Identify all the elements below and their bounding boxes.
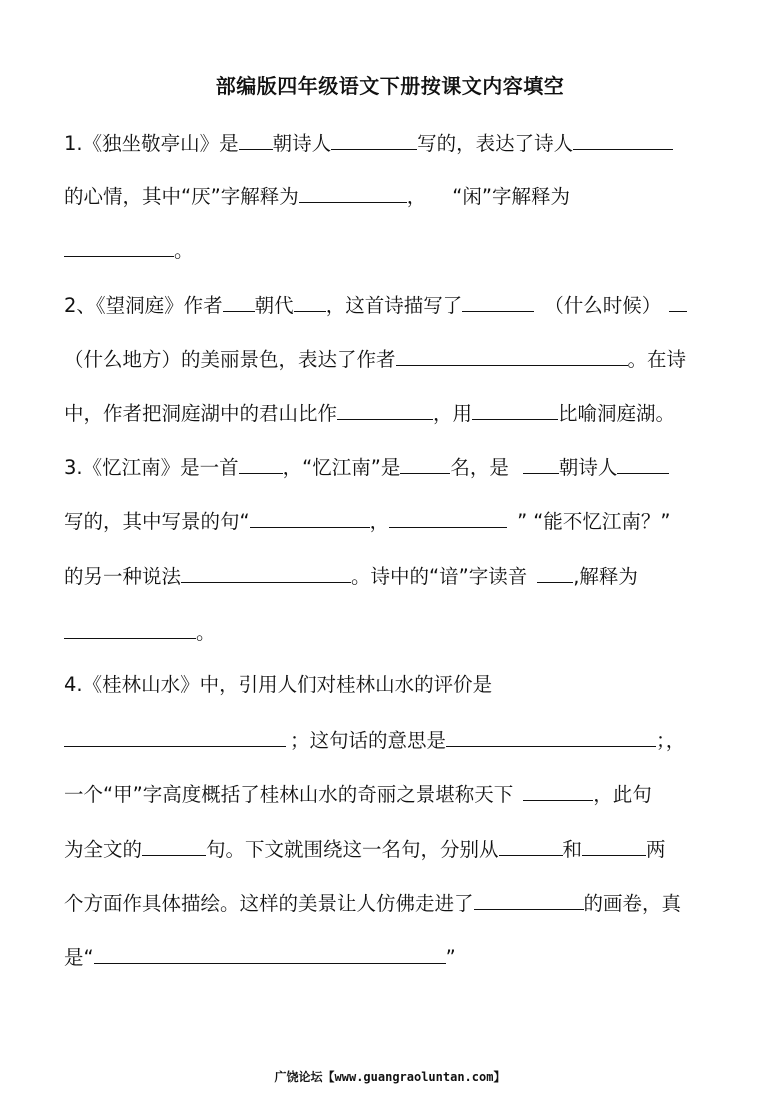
- page-title: 部编版四年级语文下册按课文内容填空: [215, 74, 565, 98]
- q4-text: ，此句: [593, 783, 652, 806]
- q1-text: 写的，表达了诗人: [417, 132, 574, 155]
- q4-text: 是“: [64, 946, 94, 969]
- q3-text: 写的，其中写景的句“: [64, 510, 250, 533]
- q3-text: 的另一种说法: [64, 565, 182, 588]
- answer-blank[interactable]: [142, 833, 206, 856]
- q2-text: （什么地方）的美丽景色，表达了作者: [64, 348, 396, 371]
- q1-text: ，: [406, 185, 427, 208]
- answer-blank[interactable]: [250, 505, 370, 528]
- q4-text: 的画卷，真: [583, 892, 682, 915]
- q4-line-6: [64, 941, 456, 971]
- answer-blank[interactable]: [472, 397, 558, 420]
- q2-line-1: [64, 289, 687, 319]
- q1-text: “闲”字解释为: [452, 185, 570, 208]
- answer-blank[interactable]: [617, 451, 669, 474]
- answer-blank[interactable]: [331, 127, 417, 150]
- q1-text: 的心情，其中“厌”字解释为: [64, 185, 299, 208]
- answer-blank[interactable]: [537, 560, 573, 583]
- answer-blank[interactable]: [94, 941, 446, 964]
- answer-blank[interactable]: [64, 616, 196, 639]
- answer-blank[interactable]: [294, 289, 326, 312]
- q4-text: 两: [646, 838, 666, 861]
- answer-blank[interactable]: [64, 234, 174, 257]
- answer-blank[interactable]: [299, 180, 407, 203]
- q3-text: ，: [369, 510, 390, 533]
- answer-blank[interactable]: [337, 397, 433, 420]
- q2-text: ，这首诗描写了: [325, 294, 463, 317]
- q1-line-2: [64, 180, 570, 210]
- q3-text: ”: [517, 510, 528, 533]
- q3-text: ,解释为: [573, 565, 638, 588]
- q2-text: 。在诗: [627, 348, 687, 371]
- answer-blank[interactable]: [239, 127, 273, 150]
- q4-text: ；，: [656, 729, 686, 752]
- answer-blank[interactable]: [389, 505, 507, 528]
- q3-line-3: [64, 560, 638, 590]
- q4-text: 句。下文就围绕这一名句，分别从: [206, 838, 499, 861]
- answer-blank[interactable]: [446, 724, 656, 747]
- q2-text: 2、《望洞庭》作者: [64, 294, 223, 317]
- answer-blank[interactable]: [523, 451, 559, 474]
- q3-text: 朝诗人: [558, 456, 618, 479]
- q4-text: 4.《桂林山水》中，引用人们对桂林山水的评价是: [64, 673, 493, 696]
- answer-blank[interactable]: [400, 451, 450, 474]
- q3-line-2: [64, 505, 670, 535]
- q2-text: 朝代: [254, 294, 294, 317]
- q4-text: 为全文的: [64, 838, 143, 861]
- q3-text: 3.《忆江南》是一首: [64, 456, 239, 479]
- q1-line-3: [64, 234, 194, 264]
- q2-line-2: [64, 343, 686, 373]
- q3-line-1: [64, 451, 669, 481]
- q4-text: 一个“甲”字高度概括了桂林山水的奇丽之景堪称天下: [64, 783, 514, 806]
- answer-blank[interactable]: [239, 451, 283, 474]
- answer-blank[interactable]: [223, 289, 255, 312]
- q4-text: 和: [562, 838, 583, 861]
- q4-text: ”: [445, 946, 456, 969]
- answer-blank[interactable]: [181, 560, 351, 583]
- answer-blank[interactable]: [523, 778, 593, 801]
- answer-blank[interactable]: [396, 343, 628, 366]
- q3-line-4: [64, 616, 216, 646]
- answer-blank[interactable]: [64, 724, 286, 747]
- q2-text: ，用: [433, 402, 473, 425]
- site-footer: 广饶论坛【www.guangraoluntan.com】: [274, 1070, 506, 1084]
- q1-text: 1.《独坐敬亭山》是: [64, 132, 239, 155]
- q3-text: 。诗中的“谙”字读音: [351, 565, 528, 588]
- q4-line-4: [64, 833, 666, 863]
- answer-blank[interactable]: [573, 127, 673, 150]
- answer-blank[interactable]: [474, 887, 584, 910]
- q2-text: 中，作者把洞庭湖中的君山比作: [64, 402, 338, 425]
- q4-text: 个方面作具体描绘。这样的美景让人仿佛走进了: [64, 892, 474, 915]
- q4-line-3: [64, 778, 652, 808]
- q1-text: 。: [174, 239, 194, 262]
- q4-line-1: [64, 670, 492, 700]
- answer-blank[interactable]: [582, 833, 646, 856]
- q3-text: 。: [196, 621, 216, 644]
- q1-line-1: [64, 127, 673, 157]
- q3-text: ，“忆江南”是: [282, 456, 401, 479]
- q3-text: “能不忆江南？”: [533, 510, 671, 533]
- q2-text: （什么时候）: [544, 294, 662, 317]
- q3-text: 名，是: [450, 456, 509, 479]
- q2-text: 比喻洞庭湖。: [558, 402, 676, 425]
- q1-text: 朝诗人: [272, 132, 332, 155]
- answer-blank[interactable]: [499, 833, 563, 856]
- q4-text: ；这句话的意思是: [290, 729, 447, 752]
- q4-line-5: [64, 887, 681, 917]
- answer-blank[interactable]: [462, 289, 534, 312]
- q2-line-3: [64, 397, 675, 427]
- q4-line-2: [64, 724, 685, 754]
- answer-blank[interactable]: [669, 289, 687, 312]
